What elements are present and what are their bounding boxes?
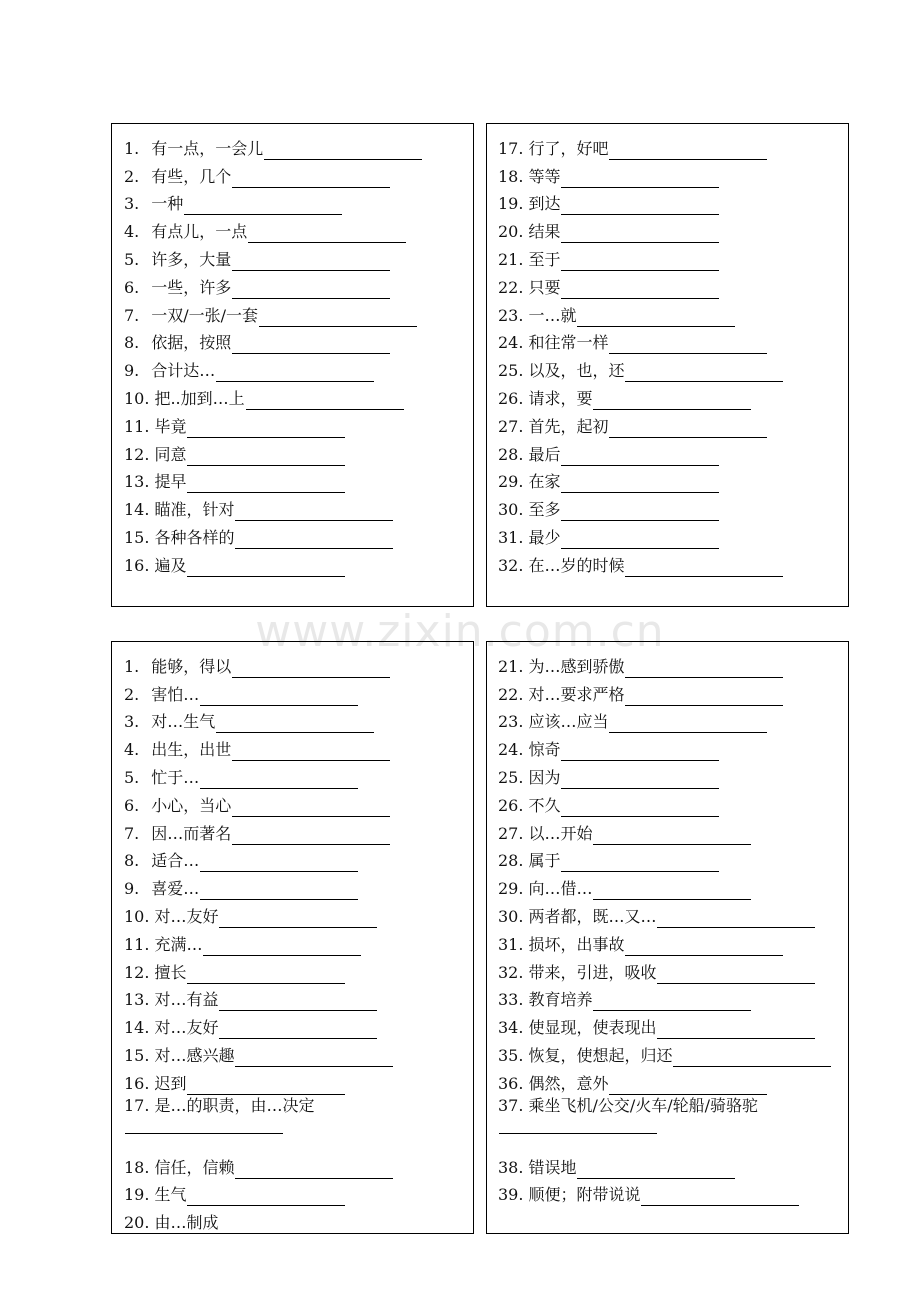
answer-blank[interactable] <box>593 393 751 410</box>
list-box2-right <box>487 642 848 1206</box>
item-number: 9. <box>124 879 140 899</box>
list-item <box>124 188 465 216</box>
item-number: 29. <box>498 472 524 492</box>
answer-blank[interactable] <box>609 716 767 733</box>
list-item <box>498 928 836 956</box>
item-number: 27. <box>498 416 524 436</box>
item-text: 小心，当心 <box>151 795 232 815</box>
answer-blank[interactable] <box>673 1050 831 1067</box>
list-item <box>124 706 461 734</box>
answer-blank[interactable] <box>657 967 815 984</box>
exercise-box-1-right <box>486 123 849 607</box>
item-text: 害怕… <box>151 684 200 704</box>
list-item <box>498 1179 836 1207</box>
list-item <box>124 872 461 900</box>
item-number: 30. <box>498 500 524 520</box>
item-text: 带来，引进，吸收 <box>528 962 657 982</box>
list-item <box>124 733 461 761</box>
item-number: 7. <box>124 305 140 325</box>
answer-blank[interactable] <box>232 171 390 188</box>
item-number: 38. <box>498 1157 524 1177</box>
list-item <box>498 354 840 382</box>
list-item <box>124 845 461 873</box>
watermark: www.zixin.com.cn <box>255 606 665 657</box>
item-number: 5. <box>124 249 140 269</box>
item-number: 15. <box>124 527 150 547</box>
item-text: 偶然，意外 <box>528 1073 609 1093</box>
item-text: 以…开始 <box>528 823 593 843</box>
answer-blank[interactable] <box>657 1022 815 1039</box>
answer-blank[interactable] <box>235 1162 393 1179</box>
item-text: 有些，几个 <box>151 166 232 186</box>
list-item <box>498 271 840 299</box>
answer-blank[interactable] <box>609 1078 767 1095</box>
item-text: 许多，大量 <box>151 249 232 269</box>
item-number: 4. <box>124 222 140 242</box>
item-text: 对…有益 <box>154 990 219 1010</box>
item-number: 18. <box>124 1157 150 1177</box>
list-item <box>498 984 836 1012</box>
item-text: 应该…应当 <box>528 712 609 732</box>
answer-blank[interactable] <box>609 421 767 438</box>
item-number: 22. <box>498 684 524 704</box>
item-number: 8. <box>124 333 140 353</box>
list-item <box>498 761 836 789</box>
list-item <box>498 650 836 678</box>
item-number: 14. <box>124 1018 150 1038</box>
list-item <box>498 160 840 188</box>
item-text: 结果 <box>528 222 561 242</box>
item-number: 11. <box>124 416 150 436</box>
item-text: 同意 <box>154 444 187 464</box>
list-item <box>498 521 840 549</box>
item-text: 使显现，使表现出 <box>528 1018 657 1038</box>
item-number: 2. <box>124 684 140 704</box>
item-number: 14. <box>124 500 150 520</box>
answer-blank[interactable] <box>232 828 390 845</box>
item-number: 23. <box>498 712 524 732</box>
answer-blank[interactable] <box>184 198 342 215</box>
item-number: 34. <box>498 1018 524 1038</box>
item-text: 提早 <box>154 472 187 492</box>
item-number: 26. <box>498 795 524 815</box>
list-item <box>498 215 840 243</box>
item-number: 39. <box>498 1185 524 1205</box>
item-number: 24. <box>498 333 524 353</box>
item-text: 首先，起初 <box>528 416 609 436</box>
item-number: 10. <box>124 906 150 926</box>
answer-blank[interactable] <box>232 800 390 817</box>
answer-blank[interactable] <box>625 939 783 956</box>
item-text: 各种各样的 <box>154 527 235 547</box>
item-text: 合计达… <box>151 361 216 381</box>
answer-blank[interactable] <box>200 855 358 872</box>
list-item <box>124 299 465 327</box>
item-text: 最少 <box>528 527 561 547</box>
item-text: 一种 <box>151 194 184 214</box>
item-text: 遍及 <box>154 555 187 575</box>
item-text: 错误地 <box>528 1157 577 1177</box>
item-text: 毕竟 <box>154 416 187 436</box>
list-item <box>498 299 840 327</box>
list-box1-left <box>112 124 473 577</box>
item-text: 最后 <box>528 444 561 464</box>
list-item <box>124 956 461 984</box>
item-text: 行了，好吧 <box>528 138 609 158</box>
item-number: 18. <box>498 166 524 186</box>
list-item <box>498 845 836 873</box>
item-number: 3. <box>124 194 140 214</box>
item-number: 26. <box>498 388 524 408</box>
item-text: 对…感兴趣 <box>154 1045 235 1065</box>
item-text: 至于 <box>528 249 561 269</box>
answer-blank[interactable] <box>203 939 361 956</box>
answer-blank[interactable] <box>187 1078 345 1095</box>
answer-blank[interactable] <box>200 883 358 900</box>
item-text: 能够，得以 <box>151 656 232 676</box>
list-item <box>498 817 836 845</box>
answer-blank[interactable] <box>561 744 719 761</box>
list-item <box>498 466 840 494</box>
exercise-box-2-right <box>486 641 849 1234</box>
list-item <box>124 215 465 243</box>
item-text: 是…的职责，由…决定 <box>154 1095 315 1115</box>
list-item <box>498 1067 836 1095</box>
answer-blank[interactable] <box>609 337 767 354</box>
answer-blank[interactable] <box>657 911 815 928</box>
item-number: 6. <box>124 795 140 815</box>
item-text: 信任，信赖 <box>154 1157 235 1177</box>
item-number: 27. <box>498 823 524 843</box>
item-text: 教育培养 <box>528 990 593 1010</box>
item-number: 7. <box>124 823 140 843</box>
answer-blank[interactable] <box>246 393 404 410</box>
item-number: 17. <box>498 138 524 158</box>
item-text: 充满… <box>154 934 203 954</box>
list-item <box>124 382 465 410</box>
item-number: 6. <box>124 277 140 297</box>
answer-blank[interactable] <box>561 772 719 789</box>
list-item <box>124 817 461 845</box>
item-text: 擅长 <box>154 962 187 982</box>
list-item <box>498 493 840 521</box>
item-number: 36. <box>498 1073 524 1093</box>
answer-blank[interactable] <box>187 1189 345 1206</box>
item-text: 出生，出世 <box>151 740 232 760</box>
answer-blank[interactable] <box>187 449 345 466</box>
answer-blank[interactable] <box>593 994 751 1011</box>
item-text: 把..加到…上 <box>154 388 245 408</box>
list-item <box>124 466 465 494</box>
answer-blank[interactable] <box>641 1189 799 1206</box>
answer-blank[interactable] <box>561 198 719 215</box>
item-text: 乘坐飞机/公交/火车/轮船/骑骆驼 <box>528 1095 759 1115</box>
answer-blank[interactable] <box>232 254 390 271</box>
list-item <box>498 789 836 817</box>
list-item <box>498 1095 836 1151</box>
item-text: 一双/一张/一套 <box>151 305 259 325</box>
answer-blank[interactable] <box>593 883 751 900</box>
answer-blank[interactable] <box>561 282 719 299</box>
answer-blank[interactable] <box>259 310 417 327</box>
list-item <box>124 1206 461 1234</box>
list-item <box>498 706 836 734</box>
item-number: 37. <box>498 1095 524 1115</box>
answer-blank[interactable] <box>561 800 719 817</box>
item-text: 喜爱… <box>151 879 200 899</box>
item-text: 对…友好 <box>154 1018 219 1038</box>
list-item <box>498 243 840 271</box>
item-number: 16. <box>124 555 150 575</box>
item-number: 31. <box>498 934 524 954</box>
list-item <box>124 493 465 521</box>
answer-blank[interactable] <box>232 744 390 761</box>
answer-blank[interactable] <box>187 421 345 438</box>
item-number: 10. <box>124 388 150 408</box>
list-item <box>124 1179 461 1207</box>
list-box1-right <box>487 124 848 577</box>
list-item <box>498 382 840 410</box>
answer-blank[interactable] <box>235 532 393 549</box>
answer-blank[interactable] <box>577 1162 735 1179</box>
list-box2-left <box>112 642 473 1234</box>
list-item <box>498 410 840 438</box>
answer-blank[interactable] <box>125 1117 283 1134</box>
list-item <box>498 733 836 761</box>
item-text: 向…借… <box>528 879 593 899</box>
item-number: 24. <box>498 740 524 760</box>
item-text: 因为 <box>528 767 561 787</box>
item-text: 有点儿，一点 <box>151 222 248 242</box>
item-text: 一些，许多 <box>151 277 232 297</box>
item-number: 2. <box>124 166 140 186</box>
list-item <box>124 650 461 678</box>
item-text: 忙于… <box>151 767 200 787</box>
answer-blank[interactable] <box>561 504 719 521</box>
item-number: 29. <box>498 879 524 899</box>
list-item <box>124 327 465 355</box>
answer-blank[interactable] <box>561 171 719 188</box>
item-text: 对…要求严格 <box>528 684 625 704</box>
item-number: 35. <box>498 1045 524 1065</box>
answer-blank[interactable] <box>200 772 358 789</box>
list-item <box>124 761 461 789</box>
list-item <box>124 438 465 466</box>
list-item <box>124 549 465 577</box>
item-number: 9. <box>124 361 140 381</box>
item-number: 32. <box>498 962 524 982</box>
item-number: 31. <box>498 527 524 547</box>
answer-blank[interactable] <box>219 1217 377 1234</box>
answer-blank[interactable] <box>248 226 406 243</box>
list-item <box>124 160 465 188</box>
item-number: 4. <box>124 740 140 760</box>
item-number: 25. <box>498 767 524 787</box>
list-item <box>124 1151 461 1179</box>
item-text: 等等 <box>528 166 561 186</box>
answer-blank[interactable] <box>235 504 393 521</box>
list-item <box>124 410 465 438</box>
item-number: 21. <box>498 656 524 676</box>
list-item <box>124 789 461 817</box>
list-item <box>124 271 465 299</box>
exercise-box-2-left <box>111 641 474 1234</box>
answer-blank[interactable] <box>625 365 783 382</box>
item-number: 12. <box>124 962 150 982</box>
item-number: 1. <box>124 138 140 158</box>
item-text: 两者都，既…又… <box>528 906 657 926</box>
list-item <box>498 188 840 216</box>
item-text: 对…生气 <box>151 712 216 732</box>
list-item <box>124 521 465 549</box>
list-item <box>124 928 461 956</box>
item-text: 有一点，一会儿 <box>151 138 264 158</box>
item-text: 请求，要 <box>528 388 593 408</box>
item-text: 顺便；附带说说 <box>528 1185 641 1205</box>
list-item <box>498 549 840 577</box>
answer-blank[interactable] <box>187 967 345 984</box>
item-number: 28. <box>498 851 524 871</box>
item-text: 为…感到骄傲 <box>528 656 625 676</box>
answer-blank[interactable] <box>232 661 390 678</box>
item-number: 20. <box>498 222 524 242</box>
item-number: 25. <box>498 361 524 381</box>
list-item <box>124 1011 461 1039</box>
item-text: 一…就 <box>528 305 577 325</box>
answer-blank[interactable] <box>187 560 345 577</box>
answer-blank[interactable] <box>561 855 719 872</box>
list-item <box>498 327 840 355</box>
list-item <box>124 132 465 160</box>
item-number: 30. <box>498 906 524 926</box>
answer-blank[interactable] <box>216 365 374 382</box>
item-number: 21. <box>498 249 524 269</box>
item-text: 由…制成 <box>154 1213 219 1233</box>
item-number: 23. <box>498 305 524 325</box>
item-text: 至多 <box>528 500 561 520</box>
item-text: 只要 <box>528 277 561 297</box>
list-item <box>498 1039 836 1067</box>
item-number: 16. <box>124 1073 150 1093</box>
answer-blank[interactable] <box>561 254 719 271</box>
item-text: 迟到 <box>154 1073 187 1093</box>
list-item <box>498 678 836 706</box>
answer-blank[interactable] <box>625 661 783 678</box>
list-item <box>498 900 836 928</box>
item-text: 因…而著名 <box>151 823 232 843</box>
item-number: 3. <box>124 712 140 732</box>
exercise-box-1-left <box>111 123 474 607</box>
answer-blank[interactable] <box>499 1117 657 1134</box>
answer-blank[interactable] <box>219 1022 377 1039</box>
answer-blank[interactable] <box>235 1050 393 1067</box>
answer-blank[interactable] <box>625 560 783 577</box>
item-number: 32. <box>498 555 524 575</box>
item-text: 依据，按照 <box>151 333 232 353</box>
answer-blank[interactable] <box>232 282 390 299</box>
list-item <box>124 678 461 706</box>
list-item <box>124 1095 461 1151</box>
item-text: 以及，也，还 <box>528 361 625 381</box>
item-number: 28. <box>498 444 524 464</box>
item-number: 19. <box>124 1185 150 1205</box>
list-item <box>124 984 461 1012</box>
item-number: 1. <box>124 656 140 676</box>
item-number: 20. <box>124 1213 150 1233</box>
item-number: 22. <box>498 277 524 297</box>
list-item <box>124 900 461 928</box>
answer-blank[interactable] <box>561 226 719 243</box>
answer-blank[interactable] <box>561 532 719 549</box>
list-item <box>124 1067 461 1095</box>
answer-blank[interactable] <box>187 476 345 493</box>
answer-blank[interactable] <box>264 143 422 160</box>
list-item <box>498 132 840 160</box>
item-number: 17. <box>124 1095 150 1115</box>
list-item <box>498 956 836 984</box>
answer-blank[interactable] <box>577 310 735 327</box>
answer-blank[interactable] <box>219 994 377 1011</box>
item-number: 5. <box>124 767 140 787</box>
item-number: 19. <box>498 194 524 214</box>
item-number: 8. <box>124 851 140 871</box>
answer-blank[interactable] <box>216 716 374 733</box>
list-item <box>124 1039 461 1067</box>
answer-blank[interactable] <box>561 449 719 466</box>
item-text: 属于 <box>528 851 561 871</box>
item-text: 恢复，使想起，归还 <box>528 1045 673 1065</box>
answer-blank[interactable] <box>219 911 377 928</box>
answer-blank[interactable] <box>593 828 751 845</box>
item-text: 在…岁的时候 <box>528 555 625 575</box>
item-text: 惊奇 <box>528 740 561 760</box>
answer-blank[interactable] <box>561 476 719 493</box>
answer-blank[interactable] <box>200 689 358 706</box>
item-number: 13. <box>124 472 150 492</box>
item-number: 12. <box>124 444 150 464</box>
item-number: 33. <box>498 990 524 1010</box>
item-text: 瞄准，针对 <box>154 500 235 520</box>
item-text: 对…友好 <box>154 906 219 926</box>
item-text: 适合… <box>151 851 200 871</box>
item-text: 在家 <box>528 472 561 492</box>
item-text: 到达 <box>528 194 561 214</box>
item-text: 和往常一样 <box>528 333 609 353</box>
item-text: 不久 <box>528 795 561 815</box>
answer-blank[interactable] <box>232 337 390 354</box>
item-text: 损坏，出事故 <box>528 934 625 954</box>
answer-blank[interactable] <box>625 689 783 706</box>
answer-blank[interactable] <box>609 143 767 160</box>
list-item <box>498 1151 836 1179</box>
item-number: 15. <box>124 1045 150 1065</box>
item-text: 生气 <box>154 1185 187 1205</box>
list-item <box>498 438 840 466</box>
list-item <box>124 354 465 382</box>
item-number: 13. <box>124 990 150 1010</box>
list-item <box>498 1011 836 1039</box>
list-item <box>498 872 836 900</box>
list-item <box>124 243 465 271</box>
item-number: 11. <box>124 934 150 954</box>
